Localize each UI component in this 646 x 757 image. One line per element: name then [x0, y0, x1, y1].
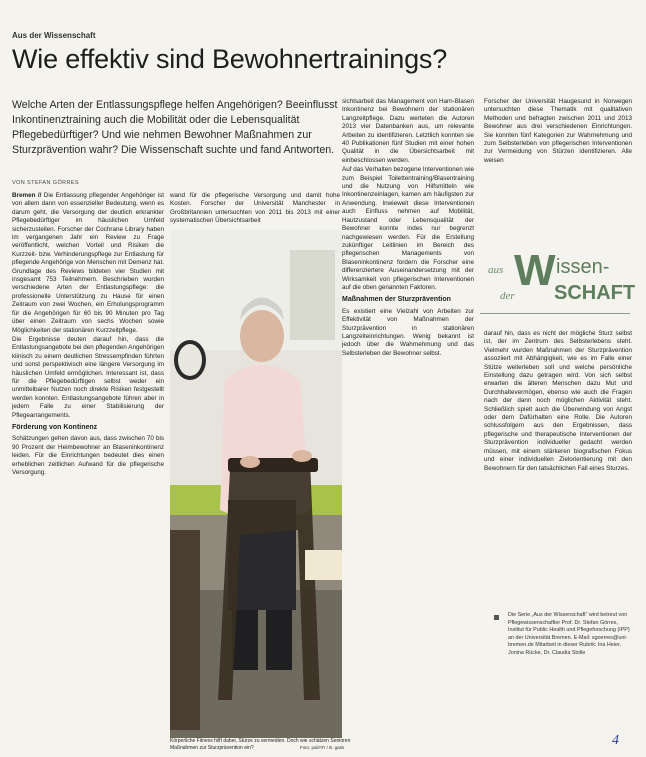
lead-paragraph: Welche Arten der Entlassungspflege helfen Angehörigen? Beeinflusst Inkontinenztraining auch die Mobilität oder die Lebensqualität Pflegebedürftiger? Und wie nehmen Bewohner Maßnahmen zur Sturzprävention wahr? Die Wissenschaft suchte und fand Antworten.: [12, 99, 338, 156]
page-number: 4: [612, 733, 619, 748]
paragraph: Es existiert eine Vielzahl von Arbeiten zur Effektivität von Maßnahmen der Sturzprävention in stationären Langzeiteinrichtungen. Wenig bekannt ist jedoch über die Wahrnehmung und das Selbsterleben der Bewohner selbst.: [342, 307, 474, 357]
column-1: [12, 192, 164, 752]
byline: VON STEFAN GÖRRES: [12, 180, 80, 186]
series-note: Die Serie „Aus der Wissenschaft“ wird betreut von Pflegewissenschaftler Prof. Dr. Stefan Görres, Institut für Public Health und Pflegeforschung (IPP) an der Universität Bremen. E-Mail: sgoerres@uni-bremen.de Mitarbeit in dieser Rubrik: Ina Heier, Jonina Rücke, Dr. Claudia Stolle: [508, 612, 630, 656]
paragraph: darauf hin, dass es nicht der mögliche Sturz selbst ist, der im Zentrum des Selbsterlebens steht. Vielmehr wurden Maßnahmen der Sturzprävention assoziiert mit Abhängigkeit, wie es im Falle einer Stütze weiterleben soll und welche persönliche Einstellung dazu getragen wird. Von sich selbst erwarten die älteren Menschen dazu Mut und Durchhaltevermögen, ebenso wie auch die Fragen nach der dann noch möglichen Aktivität steht. Schließlich spielt auch die Überwindung von Angst oder dem Dafürhalten eine Rolle. Die Autoren schlussfolgern aus den Ergebnissen, dass pflegerische und therapeutische Interventionen der Sturzprävention individueller gedacht werden müssen, mit einem stärkeren biografischen Fokus und einer individuellen Zielorientierung mit den Bewohnern für den tatsächlichen Fall eines Sturzes.: [484, 330, 632, 472]
wissenschaft-logo: [480, 246, 636, 320]
article-photo: [170, 230, 342, 738]
rubric-label: Aus der Wissenschaft: [12, 31, 96, 40]
article-title: Wie effektiv sind Bewohnertrainings?: [12, 44, 448, 74]
dateline: Bremen //: [12, 192, 42, 199]
subheading: Maßnahmen der Sturzprävention: [342, 296, 451, 304]
paragraph: Schätzungen gehen davon aus, dass zwischen 70 bis 90 Prozent der Heimbewohner an Blaseninkontinenz leiden. Für die Einrichtungen bedeutet dies einen erheblichen zeitlichen Aufwand für die pflegerische Versorgung.: [12, 435, 164, 476]
paragraph: wand für die pflegerische Versorgung und damit hohe Kosten. Forscher der Universität Manchester in Großbritannien untersuchten von 2011 bis 2013 mit einer systematischen Übersichtsarbeit: [170, 192, 340, 225]
column-3: [342, 98, 474, 752]
photo-illustration: [170, 230, 342, 738]
logo-word-issen: issen-: [556, 256, 610, 278]
photo-caption: Körperliche Fitness hilft dabei, Stürze zu vermeiden. Doch wie schätzen Senioren Maßnahmen zur Sturzprävention ein?: [170, 738, 351, 751]
paragraph: Auf das Verhalten bezogene Interventionen wie zum Beispiel Toilettentraining/Blasentraining und die Nutzung von Hilfsmitteln wie Inkontinenzeinlagen, kamen am häufigsten zur Anwendung. Inwieweit diese Interventionen auch Einfluss nehmen auf Mobilität, Hautzustand oder Lebensqualität der Bewohner konnte indes nur begrenzt nachgewiesen werden. Für die Erstellung zukünftiger Leitlinien im Bereich des pflegerischen Managements von Blaseninkontinenz fordern die Forscher eine differenziertere Auseinandersetzung mit der Wirksamkeit von pflegerischen Interventionen auf die oben genannten Faktoren.: [342, 166, 474, 291]
logo-word-schaft: SCHAFT: [554, 282, 636, 304]
paragraph: Forscher der Universität Haugesund in Norwegen untersuchten diese Thematik mit qualitativen Methoden und befragten zwischen 2011 und 2013 Bewohner aus drei verschiedenen Einrichtungen. Sie konnten fünf Kategorien zur Wahrnehmung und zum Selbsterleben von pflegerischen Interventionen zur Vermeidung von Stürzen identifizieren. Alle weisen: [484, 98, 632, 164]
column-2: [170, 192, 340, 226]
paragraph-text: Die Entlassung pflegender Angehöriger ist von allem dann von essenzieller Bedeutung, wenn es darum geht, die Versorgung der deutlich erkrankter Pflegebedürftiger im häuslichen Umfeld sicherzustellen. Forscher der Cochrane Library haben im vergangenen Jahr ein Review zu Frage veröffentlicht, welchen Vorteil und Risiken die Kurzzeit- bzw. Verhinderungspflege zur Entlastung für pflegende Angehörige von Menschen mit Demenz hat. Grundlage des Reviews bildeten vier Studien mit insgesamt 753 Teilnehmern. Beschrieben wurden verschiedene Arten der Entlastungspflege: die professionelle Unterstützung zu Hause für einen Zeitraum von zwei Wochen, ein Erholungsprogramm für die Angehörigen für 60 bis 90 Minuten pro Tag über einen Zeitraum von sechs Wochen sowie Möglichkeiten der stationären Kurzzeitpflege.: [12, 192, 164, 334]
paragraph: sichtsarbeit das Management von Harn-Blasen Inkontinenz bei Bewohnern der stationären Langzeitpflege. Dazu werteten die Autoren 2013 vier Datenbanken aus, um relevante Arbeiten zu identifizieren. Letztlich konnten sie 40 Publikationen fünf Studien mit einer hohen Qualität in die Übersichtsarbeit mit einbeschlossen werden.: [342, 98, 474, 164]
column-4: [484, 98, 632, 248]
paragraph: [12, 192, 164, 335]
logo-rule: [480, 313, 630, 314]
logo-word-aus: aus: [488, 264, 504, 276]
subheading: Förderung von Kontinenz: [12, 423, 98, 431]
column-4-continued: [484, 330, 632, 602]
logo-word-der: der: [500, 290, 515, 302]
note-marker-square: [494, 615, 499, 620]
photo-credit: Foto: pal/ATI / B. gatis: [300, 745, 345, 750]
paragraph: Die Ergebnisse deuten darauf hin, dass die Entlastungsangebote bei den pflegenden Angehörigen klinisch zu einem deutlichen Stressempfinden führten und sonst perspektivisch eine längere Versorgung im häuslichen Umfeld ermöglichen. Interessant ist, dass für die Pflegebedürftigen selbst weder ein unmittelbarer Nutzen noch direkte Risiken festgestellt werden konnten. Entlastungsangebote führen aber in jedem Falle zu einer Stabilisierung der Pflegearrangements.: [12, 335, 164, 419]
logo-letter-w: W: [514, 246, 556, 295]
